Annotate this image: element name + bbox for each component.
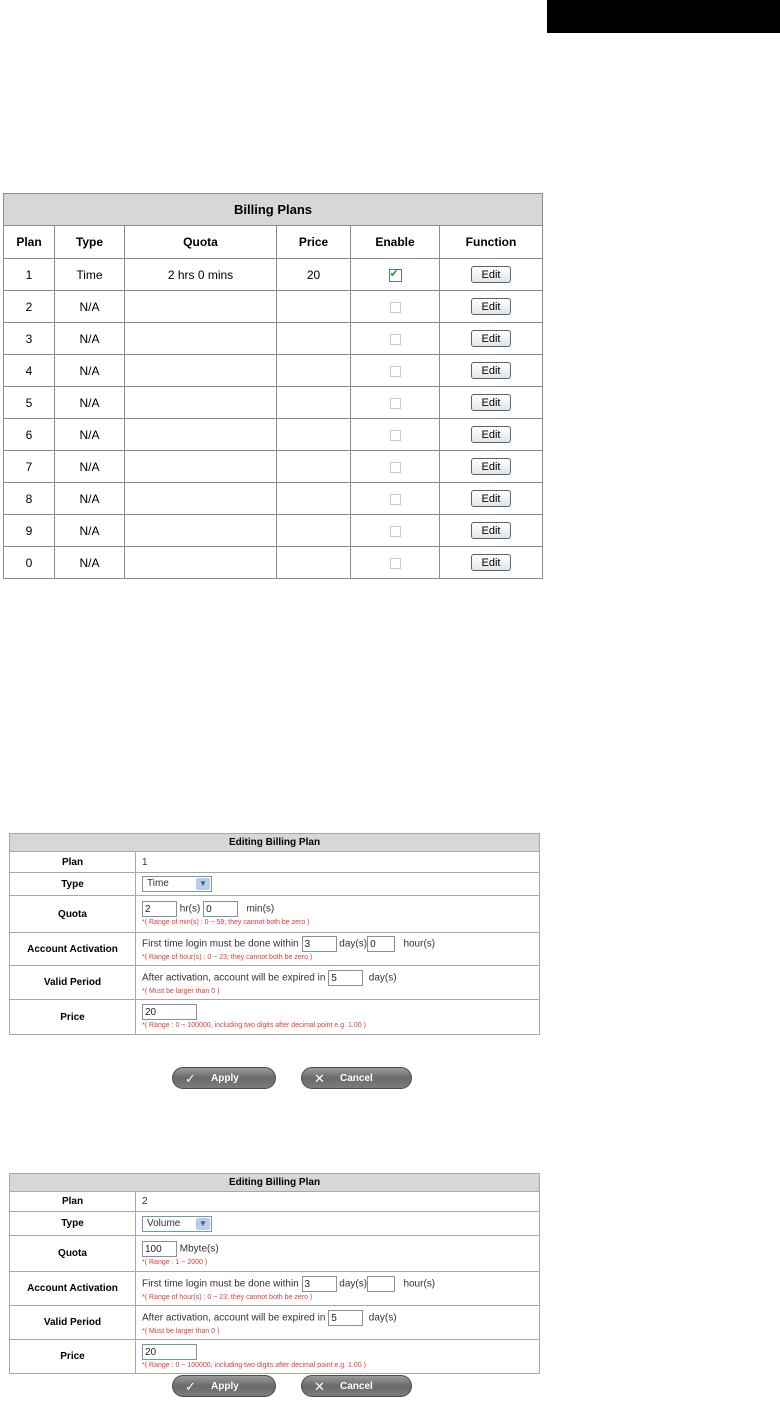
cell-function (440, 451, 543, 483)
apply-label: Apply (211, 1073, 239, 1084)
type-select-value: Time (147, 878, 169, 889)
table-row (4, 323, 543, 355)
cell-function (440, 291, 543, 323)
enable-checkbox[interactable] (390, 366, 401, 377)
col-header-function: Function (440, 226, 543, 259)
price-input[interactable]: 20 (142, 1004, 197, 1020)
cell-enable (351, 291, 440, 323)
valid-days-input[interactable]: 5 (328, 970, 363, 986)
valid-unit: day(s) (368, 972, 397, 984)
col-header-plan: Plan (4, 226, 55, 259)
quota-mins-input[interactable]: 0 (203, 901, 238, 917)
label-valid-period: Valid Period (10, 1306, 136, 1340)
cell-type: N/A (55, 387, 125, 419)
mins-unit: min(s) (246, 903, 275, 915)
plan-value: 2 (136, 1192, 540, 1212)
label-price: Price (10, 1000, 136, 1035)
cell-price (277, 323, 351, 355)
activation-note: *( Range of hour(s) : 0 ~ 23; they cannot both be zero ) (142, 1293, 313, 1301)
cell-price (277, 515, 351, 547)
enable-checkbox[interactable] (390, 494, 401, 505)
table-row (4, 547, 543, 579)
price-input[interactable]: 20 (142, 1344, 197, 1360)
cell-type: N/A (55, 483, 125, 515)
edit-button[interactable]: Edit (471, 330, 511, 347)
cell-quota: 2 hrs 0 mins (125, 259, 277, 291)
quota-note: *( Range : 1 ~ 2000 ) (142, 1258, 208, 1266)
cell-price (277, 419, 351, 451)
cell-price (277, 387, 351, 419)
checkmark-icon: ✓ (185, 1071, 196, 1086)
hours-unit: hour(s) (403, 938, 436, 950)
cell-enable (351, 451, 440, 483)
cell-function (440, 355, 543, 387)
apply-button[interactable] (172, 1067, 276, 1089)
label-type: Type (10, 1212, 136, 1236)
table-title: Billing Plans (4, 194, 543, 226)
cell-type: N/A (55, 291, 125, 323)
col-header-quota: Quota (125, 226, 277, 259)
col-header-price: Price (277, 226, 351, 259)
cancel-label: Cancel (340, 1073, 373, 1084)
table-row (4, 451, 543, 483)
cell-function (440, 483, 543, 515)
cell-price (277, 483, 351, 515)
table-row (4, 259, 543, 291)
cell-type: N/A (55, 323, 125, 355)
enable-checkbox[interactable] (390, 462, 401, 473)
edit-button[interactable]: Edit (471, 554, 511, 571)
cancel-label: Cancel (340, 1381, 373, 1392)
cell-plan: 0 (4, 547, 55, 579)
type-select-value: Volume (147, 1217, 181, 1229)
valid-unit: day(s) (368, 1312, 397, 1324)
cell-plan: 9 (4, 515, 55, 547)
cell-type: N/A (55, 547, 125, 579)
cell-quota (125, 291, 277, 323)
cell-enable (351, 387, 440, 419)
cell-plan: 5 (4, 387, 55, 419)
table-row (4, 387, 543, 419)
header-black-bar (547, 0, 780, 33)
activation-hours-input[interactable]: 0 (367, 936, 395, 952)
cell-type: N/A (55, 419, 125, 451)
cell-enable (351, 259, 440, 291)
x-icon: ✕ (314, 1379, 325, 1394)
price-note: *( Range : 0 ~ 100000, including two digits after decimal point e.g. 1.00 ) (142, 1361, 366, 1369)
edit-button[interactable]: Edit (471, 394, 511, 411)
type-select[interactable] (142, 1216, 212, 1232)
cell-quota (125, 451, 277, 483)
cell-enable (351, 515, 440, 547)
cell-type: N/A (55, 355, 125, 387)
cell-type: N/A (55, 515, 125, 547)
form-title: Editing Billing Plan (10, 1174, 540, 1192)
edit-button[interactable]: Edit (471, 490, 511, 507)
cell-plan: 8 (4, 483, 55, 515)
cell-function (440, 259, 543, 291)
quota-hours-input[interactable]: 2 (142, 901, 177, 917)
enable-checkbox[interactable] (390, 302, 401, 313)
cell-type: N/A (55, 451, 125, 483)
cell-quota (125, 355, 277, 387)
cell-price (277, 355, 351, 387)
cell-price (277, 451, 351, 483)
price-note: *( Range : 0 ~ 100000, including two digits after decimal point e.g. 1.00 ) (142, 1022, 366, 1029)
cell-plan: 4 (4, 355, 55, 387)
editing-plan-form-time (9, 833, 540, 1035)
label-plan: Plan (10, 852, 136, 873)
mbyte-unit: Mbyte(s) (179, 1243, 219, 1255)
cell-enable (351, 547, 440, 579)
label-price: Price (10, 1340, 136, 1374)
plan-value: 1 (136, 852, 540, 873)
valid-note: *( Must be larger than 0 ) (142, 1327, 220, 1335)
activation-days-input[interactable]: 3 (302, 1276, 337, 1292)
table-row (4, 291, 543, 323)
table-row (4, 483, 543, 515)
label-account-activation: Account Activation (10, 933, 136, 966)
quota-mbyte-input[interactable]: 100 (142, 1241, 177, 1257)
apply-label: Apply (211, 1381, 239, 1392)
cell-enable (351, 419, 440, 451)
cancel-button[interactable] (301, 1375, 412, 1397)
days-unit: day(s) (339, 938, 368, 950)
enable-checkbox[interactable] (390, 430, 401, 441)
enable-checkbox[interactable] (390, 398, 401, 409)
x-icon: ✕ (314, 1071, 325, 1086)
cell-quota (125, 483, 277, 515)
cell-plan: 1 (4, 259, 55, 291)
valid-days-input[interactable]: 5 (328, 1310, 363, 1326)
billing-plans-table (3, 193, 543, 579)
col-header-type: Type (55, 226, 125, 259)
type-select[interactable] (142, 876, 212, 892)
editing-plan-form-volume (9, 1173, 540, 1374)
col-header-enable: Enable (351, 226, 440, 259)
edit-button[interactable]: Edit (471, 362, 511, 379)
cell-function (440, 387, 543, 419)
activation-hours-input[interactable] (367, 1276, 395, 1292)
checkmark-icon: ✓ (185, 1379, 196, 1394)
cell-function (440, 547, 543, 579)
activation-days-input[interactable]: 3 (302, 936, 337, 952)
cell-enable (351, 323, 440, 355)
cell-price: 20 (277, 259, 351, 291)
label-type: Type (10, 873, 136, 896)
cell-quota (125, 419, 277, 451)
days-unit: day(s) (339, 1278, 368, 1290)
cell-plan: 2 (4, 291, 55, 323)
quota-note: *( Range of min(s) : 0 ~ 59; they cannot both be zero ) (142, 919, 310, 926)
cell-plan: 3 (4, 323, 55, 355)
cell-quota (125, 387, 277, 419)
cell-enable (351, 483, 440, 515)
cancel-button[interactable] (301, 1067, 412, 1089)
cell-plan: 7 (4, 451, 55, 483)
apply-button[interactable] (172, 1375, 276, 1397)
cell-function (440, 515, 543, 547)
edit-button[interactable]: Edit (471, 522, 511, 539)
cell-type: Time (55, 259, 125, 291)
hours-unit: hr(s) (179, 903, 201, 915)
cell-price (277, 547, 351, 579)
label-quota: Quota (10, 896, 136, 933)
table-row (4, 515, 543, 547)
cell-quota (125, 515, 277, 547)
cell-plan: 6 (4, 419, 55, 451)
valid-text: After activation, account will be expired in (142, 1312, 326, 1324)
cell-price (277, 291, 351, 323)
label-quota: Quota (10, 1236, 136, 1272)
table-row (4, 355, 543, 387)
valid-note: *( Must be larger than 0 ) (142, 987, 220, 995)
valid-text: After activation, account will be expired in (142, 972, 326, 984)
activation-text: First time login must be done within (142, 938, 299, 950)
form-title: Editing Billing Plan (10, 834, 540, 852)
activation-text: First time login must be done within (142, 1278, 299, 1290)
cell-quota (125, 547, 277, 579)
label-account-activation: Account Activation (10, 1272, 136, 1306)
enable-checkbox[interactable] (390, 526, 401, 537)
edit-button[interactable]: Edit (471, 458, 511, 475)
chevron-down-icon: ▼ (196, 878, 210, 890)
cell-enable (351, 355, 440, 387)
label-valid-period: Valid Period (10, 966, 136, 1000)
enable-checkbox[interactable] (390, 558, 401, 569)
hours-unit: hour(s) (403, 1278, 436, 1290)
enable-checkbox[interactable] (390, 334, 401, 345)
cell-quota (125, 323, 277, 355)
cell-function (440, 323, 543, 355)
activation-note: *( Range of hour(s) : 0 ~ 23; they cannot both be zero ) (142, 954, 313, 961)
edit-button[interactable]: Edit (471, 426, 511, 443)
edit-button[interactable]: Edit (471, 298, 511, 315)
table-row (4, 419, 543, 451)
edit-button[interactable]: Edit (471, 266, 511, 283)
chevron-down-icon: ▼ (196, 1218, 210, 1230)
label-plan: Plan (10, 1192, 136, 1212)
enable-checkbox[interactable] (389, 269, 402, 282)
cell-function (440, 419, 543, 451)
